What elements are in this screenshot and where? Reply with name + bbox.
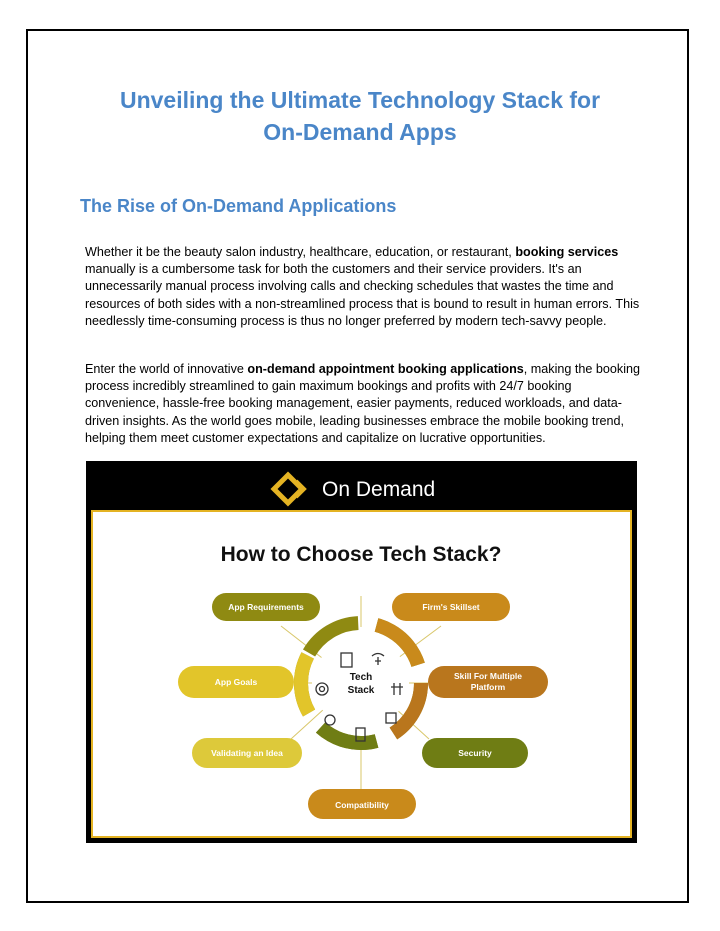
paragraph-1-bold: booking services [515,245,619,259]
pill-app-requirements [212,593,320,621]
paragraph-1 [85,244,640,330]
pill-label: Validating an Idea [211,748,283,758]
tech-stack-infographic [86,461,637,843]
pill-label-line-1: Skill For Multiple [453,671,523,681]
paragraph-2-text-a: Enter the world of innovative [85,362,248,376]
document-title [60,84,660,148]
infographic-svg [86,461,637,843]
title-line-2: On-Demand Apps [263,119,457,145]
section-heading: The Rise of On-Demand Applications [80,196,397,216]
pill-validating-idea [192,738,302,768]
title-line-1: Unveiling the Ultimate Technology Stack for [119,87,601,113]
paragraph-2-bold: on-demand appointment booking applications [247,362,524,376]
brand-name: On Demand [322,478,436,501]
pill-security [422,738,528,768]
paragraph-2 [85,361,640,447]
pill-label: Firm's Skillset [422,602,480,612]
pill-label-line-2: Platform [470,682,506,692]
pill-label: App Requirements [228,602,304,612]
pill-compatibility [308,789,416,819]
center-label-line-1: Tech [349,672,373,683]
pill-app-goals [178,666,294,698]
paragraph-2-text-b: , making the booking process incredibly streamlined to gain maximum bookings and profits with 24/7 booking convenience, hassle-free booking management, easier payments, reduced workloads, and data-driven insights. As the world goes mobile, leading businesses embrace the mobile booking trend, helping them meet customer expectations and capitalize on lucrative opportunities. [85,362,641,445]
on-demand-logo [274,475,435,503]
pill-skill-multiple-platform [428,666,548,698]
center-label-line-2: Stack [347,685,375,696]
logo-diamond-icon [274,475,302,503]
pill-firms-skillset [392,593,510,621]
pill-label: Compatibility [335,800,389,810]
pill-label: Security [458,748,492,758]
pill-label: App Goals [214,677,258,687]
paragraph-1-text-b: manually is a cumbersome task for both the customers and their service providers. It's an unnecessarily manual process involving calls and checking schedules that wastes the time and resources of both sides with a non-streamlined process that is bound to result in human errors. This needlessly time-consuming process is thus no longer preferred by modern tech-savvy people. [85,262,640,328]
paragraph-1-text-a: Whether it be the beauty salon industry, healthcare, education, or restaurant, [85,245,516,259]
infographic-heading: How to Choose Tech Stack? [220,543,502,566]
